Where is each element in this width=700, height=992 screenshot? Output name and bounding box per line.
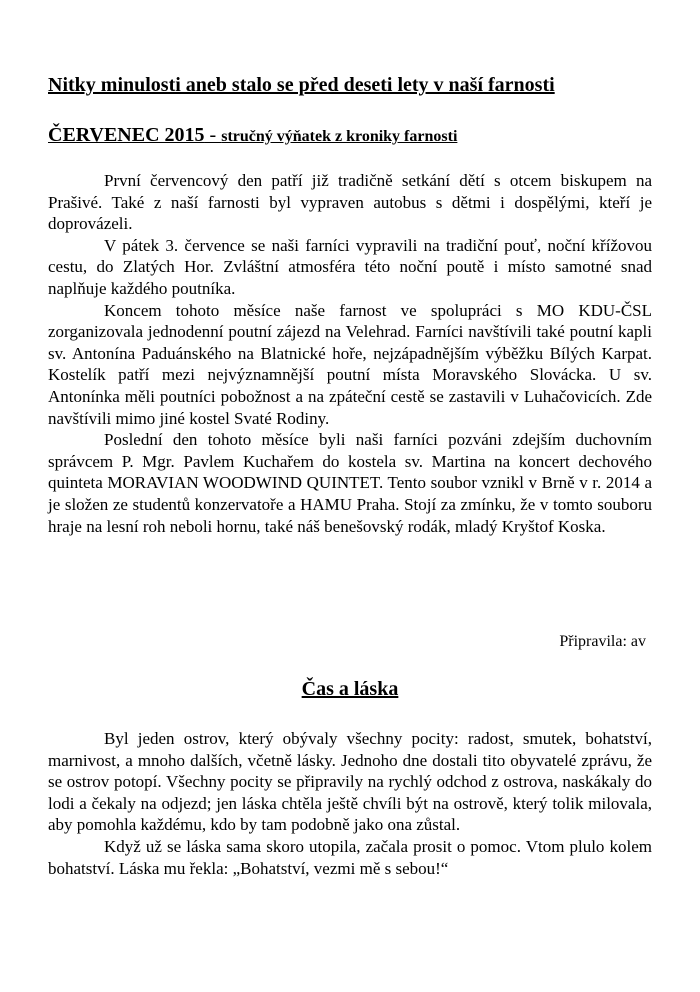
chronicle-paragraph: Poslední den tohoto měsíce byli naši farníci pozváni zdejším duchovním správcem P. Mgr. Pavlem Kuchařem do kostela sv. Martina na koncert dechového quinteta MORAVIAN WOODWIND QUINTET. Tento soubor vznikl v Brně v r. 2014 a je složen ze studentů konzervatoře a HAMU Praha. Stojí za zmínku, že v tomto souboru hraje na lesní roh neboli hornu, také náš benešovský rodák, mladý Kryštof Koska.: [48, 430, 652, 536]
newsletter-column-title: Nitky minulosti aneb stalo se před deseti lety v naší farnosti: [48, 74, 555, 96]
chronicle-text: [48, 170, 652, 537]
author-signature: Připravila: av: [559, 633, 646, 650]
chronicle-month: ČERVENEC 2015: [48, 124, 205, 146]
chronicle-paragraph: Koncem tohoto měsíce naše farnost ve spolupráci s MO KDU-ČSL zorganizovala jednodenní poutní zájezd na Velehrad. Farníci navštívili také poutní kapli sv. Antonína Paduánského na Blatnické hoře, nejzápadnějším výběžku Bílých Karpat. Kostelík patří mezi nejvýznamnější poutní místa Moravského Slovácka. U sv. Antonínka měli poutníci pobožnost a na zpáteční cestě se zastavili v Luhačovicích. Zde navštívili mimo jiné kostel Svaté Rodiny.: [48, 300, 652, 428]
chronicle-subtitle: stručný výňatek z kroniky farnosti: [221, 128, 458, 145]
story-title-wrapper: [0, 676, 700, 702]
chronicle-paragraph: V pátek 3. července se naši farníci vypravili na tradiční pouť, noční křížovou cestu, do Zlatých Hor. Zvláštní atmosféra této noční poutě i místo samotné snad naplňuje každého poutníka.: [48, 235, 652, 298]
chronicle-paragraph: První červencový den patří již tradičně setkání dětí s otcem biskupem na Prašivé. Také z naší farnosti byl vypraven autobus s dětmi i dospělými, kteří je doprovázeli.: [48, 171, 652, 234]
chronicle-heading-dash: -: [204, 124, 222, 146]
story-paragraph: Když už se láska sama skoro utopila, začala prosit o pomoc. Vtom plulo kolem bohatství. Láska mu řekla: „Bohatství, vezmi mě s sebou!“: [48, 836, 652, 878]
story-paragraph: Byl jeden ostrov, který obývaly všechny pocity: radost, smutek, bohatství, marnivost, a mnoho dalších, včetně lásky. Jednoho dne dostali tito obyvatelé zprávu, že se ostrov potopí. Všechny pocity se připravily na rychlý odchod z ostrova, naskákaly do lodi a čekaly na odjezd; jen láska chtěla ještě chvíli být na ostrově, který tolik milovala, aby pomohla každému, kdo by tam podobně jako ona zůstal.: [48, 729, 652, 835]
story-title: Čas a láska: [301, 678, 399, 700]
story-text: [48, 728, 652, 879]
chronicle-heading: [48, 124, 648, 147]
